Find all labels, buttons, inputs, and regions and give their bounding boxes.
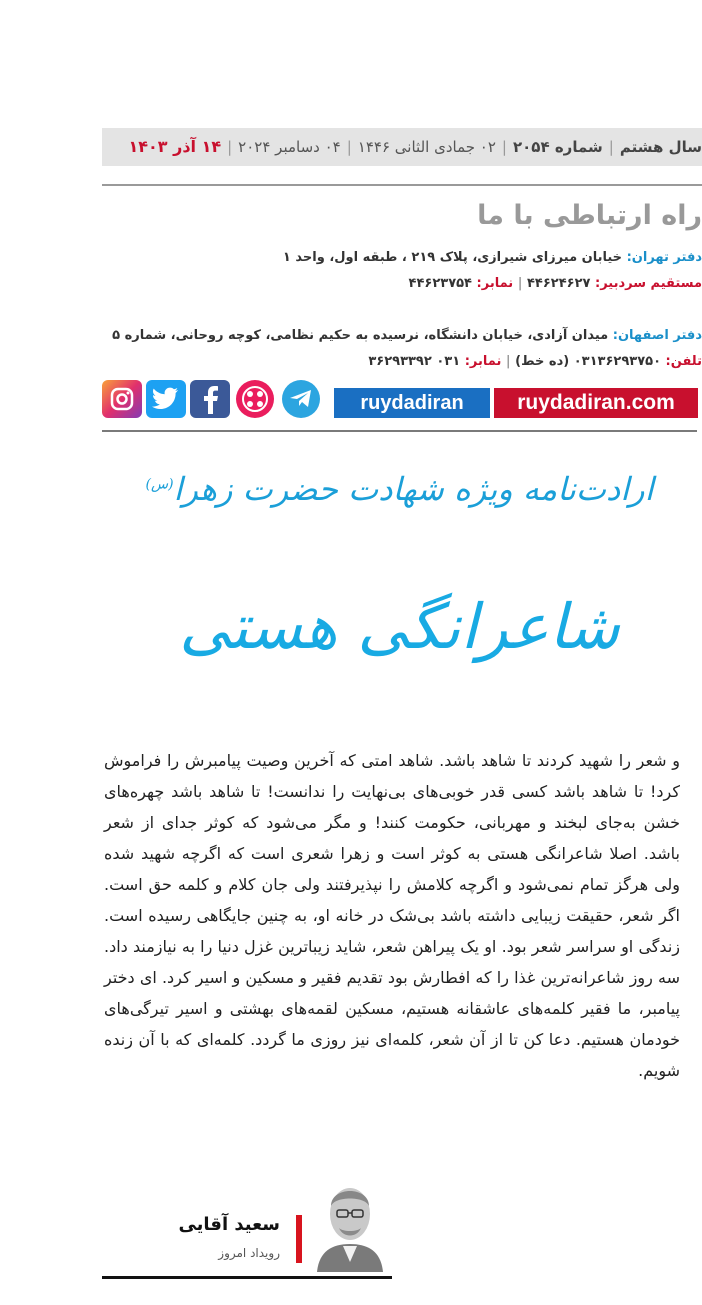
isfahan-phone-line: تلفن: ۰۳۱۳۶۲۹۳۷۵۰ (ده خط) | نمابر: ۰۳۱ ۳۶۲۹۳۳۹۲ <box>368 354 702 369</box>
tehran-fax: ۴۴۶۲۳۷۵۴ <box>408 276 472 291</box>
phone-label: تلفن: <box>665 354 702 369</box>
gregorian-date: ۰۴ دسامبر ۲۰۲۴ <box>238 138 341 156</box>
separator: | <box>227 138 233 156</box>
article-body <box>104 745 680 1086</box>
bottom-divider <box>102 1276 392 1279</box>
isfahan-label: دفتر اصفهان: <box>612 328 702 343</box>
issue-number: شماره ۲۰۵۴ <box>512 138 603 156</box>
tehran-address-line <box>102 250 702 265</box>
editor-phone: ۴۴۶۲۴۶۲۷ <box>527 276 591 291</box>
kicker-sup: (س) <box>145 476 174 493</box>
article-kicker <box>102 470 697 508</box>
divider <box>102 184 702 186</box>
year-label: سال هشتم <box>619 138 702 156</box>
isfahan-phone: ۰۳۱۳۶۲۹۳۷۵۰ (ده خط) <box>515 354 662 369</box>
site-short-label[interactable] <box>334 388 490 418</box>
isfahan-address: میدان آزادی، خیابان دانشگاه، نرسیده به حکیم نظامی، کوچه روحانی، شماره ۵ <box>112 328 609 343</box>
article-body-text: و شعر را شهید کردند تا شاهد باشد. شاهد امتی که آخرین وصیت پیامبرش را فراموش کرد! تا شاهد باشد کسی قدر خوبی‌های بی‌نهایت را ندانست! تا شاهد باشد چهره‌های خشن به‌جای لبخند و مهربانی، حکومت کنند! و مگر می‌شود که کوثر جدای از شعر باشد. اصلا شاعرانگی هستی به کوثر است و زهرا شعری است که اگرچه شهید شده ولی هرگز تمام نمی‌شود و اگرچه کلامش را نپذیرفتند ولی جان کلام و کلمه حق است. اگر شعر، حقیقت زیبایی داشته باشد بی‌شک در خانه او، به چنین جایگاهی رسیده است. زندگی او سراسر شعر بود. او یک پیراهن شعر، شاید زیباترین غزل دنیا را به نیازمند داد. سه روز شاعرانه‌ترین غذا را که افطارش بود تقدیم فقیر و مسکین و اسیر کرد. ای دختر پیامبر، ما فقیر کلمه‌های عاشقانه هستیم، مسکین لقمه‌های بهشتی و اسیر تیرگی‌های خودمان هستیم. دعا کن تا از آن شعر، کلمه‌ای نیز روزی ما گردد. کلمه‌ای که با آن زنده شویم. <box>104 751 680 1080</box>
author-role: رویداد امروز <box>218 1246 280 1260</box>
article-title: شاعرانگی هستی <box>179 590 620 663</box>
isfahan-fax: ۰۳۱ ۳۶۲۹۳۳۹۲ <box>368 354 461 369</box>
author-accent-bar <box>296 1215 302 1263</box>
contact-title: راه ارتباطی با ما <box>477 200 702 231</box>
site-full-label[interactable] <box>494 388 698 418</box>
date-bar <box>102 128 702 166</box>
separator: | <box>608 138 614 156</box>
author-name: سعید آقایی <box>178 1214 280 1235</box>
tehran-phone-line: مستقیم سردبیر: ۴۴۶۲۴۶۲۷ | نمابر: ۴۴۶۲۳۷۵۴ <box>408 276 702 291</box>
separator: | <box>346 138 352 156</box>
instagram-icon[interactable] <box>102 380 142 418</box>
divider <box>102 430 697 432</box>
site-short-text: ruydadiran <box>360 391 464 414</box>
tehran-address: خیابان میرزای شیرازی، پلاک ۲۱۹ ، طبقه اول، واحد ۱ <box>282 250 623 265</box>
kicker-text: ارادت‌نامه ویژه شهادت حضرت زهرا <box>173 470 654 508</box>
telegram-icon[interactable] <box>282 380 320 418</box>
isfahan-address-line <box>102 328 702 343</box>
fax-label: نمابر: <box>464 354 502 369</box>
persian-date: ۱۴ آذر ۱۴۰۳ <box>128 137 222 156</box>
separator: | <box>501 138 507 156</box>
hijri-date: ۰۲ جمادی الثانی ۱۴۴۶ <box>357 138 496 156</box>
fax-label: نمابر: <box>476 276 514 291</box>
social-row <box>102 380 702 420</box>
site-full-text: ruydadiran.com <box>517 391 675 414</box>
editor-label: مستقیم سردبیر: <box>595 276 702 291</box>
author-photo <box>313 1172 387 1272</box>
twitter-icon[interactable] <box>146 380 186 418</box>
aparat-icon[interactable] <box>236 380 274 418</box>
tehran-label: دفتر تهران: <box>626 250 702 265</box>
facebook-icon[interactable] <box>190 380 230 418</box>
